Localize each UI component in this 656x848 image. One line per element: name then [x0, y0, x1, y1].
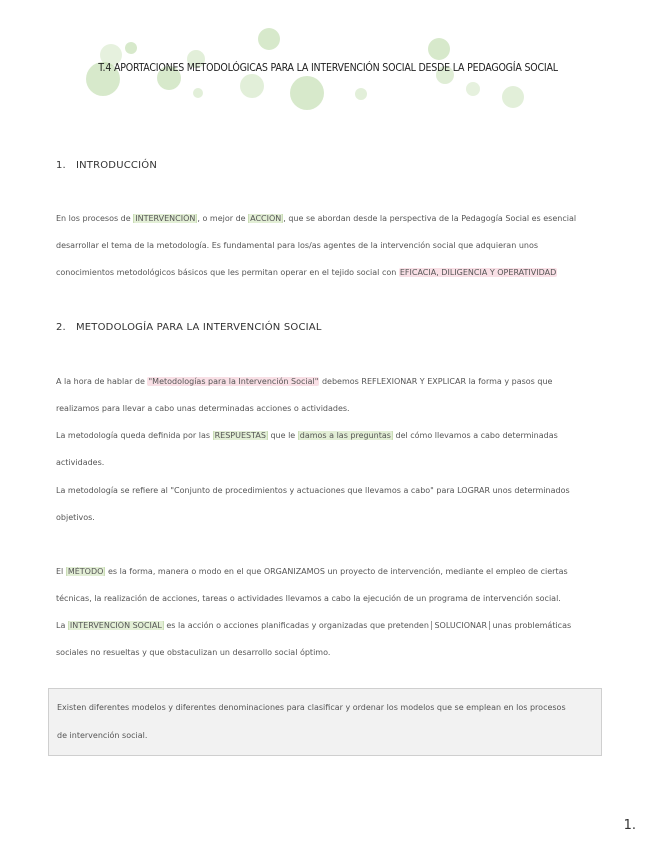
document-title: T.4 APORTACIONES METODOLÓGICAS PARA LA INTERVENCIÓN SOCIAL DESDE LA PEDAGOGÍA SOCIAL	[98, 62, 558, 74]
highlight: ACCIÓN	[250, 214, 282, 223]
highlight: "Metodologías para la Intervención Social"	[148, 377, 319, 386]
callout-line: de intervención social.	[57, 731, 589, 740]
paragraph-line: desarrollar el tema de la metodología. Es fundamental para los/as agentes de la intervención social que adquieran unos	[56, 241, 584, 250]
callout-line: Existen diferentes modelos y diferentes denominaciones para clasificar y ordenar los modelos que se emplean en los procesos	[57, 703, 589, 712]
paragraph-line: sociales no resueltas y que obstaculizan un desarrollo social óptimo.	[56, 648, 584, 657]
highlight: MÉTODO	[67, 567, 104, 576]
paragraph-line: actividades.	[56, 458, 584, 467]
section-heading-metodologia	[56, 322, 322, 333]
paragraph-line: En los procesos de INTERVENCIÓN , o mejor de ACCIÓN , que se abordan desde la perspectiva de la Pedagogía Social es esencial	[56, 214, 584, 223]
section-heading-introduccion	[56, 160, 157, 171]
boxed-term: SOLUCIONAR	[431, 621, 490, 630]
paragraph-line: técnicas, la realización de acciones, tareas o actividades llevamos a cabo la ejecución de un programa de intervención social.	[56, 594, 584, 603]
paragraph-line: realizamos para llevar a cabo unas determinadas acciones o actividades.	[56, 404, 584, 413]
section-number: 1.	[56, 160, 66, 171]
highlight: RESPUESTAS	[214, 431, 266, 440]
highlight: EFICACIA, DILIGENCIA Y OPERATIVIDAD	[399, 268, 557, 277]
paragraph-line: La metodología se refiere al "Conjunto de procedimientos y actuaciones que llevamos a cabo" para LOGRAR unos determinados	[56, 486, 584, 495]
paragraph-line: El MÉTODO es la forma, manera o modo en el que ORGANIZAMOS un proyecto de intervención, mediante el empleo de ciertas	[56, 567, 584, 576]
highlight: damos a las preguntas	[299, 431, 391, 440]
paragraph-line: objetivos.	[56, 513, 584, 522]
paragraph-line: La metodología queda definida por las RESPUESTAS que le damos a las preguntas del cómo llevamos a cabo determinadas	[56, 431, 584, 440]
paragraph-line: conocimientos metodológicos básicos que les permitan operar en el tejido social con EFICACIA, DILIGENCIA Y OPERATIVIDAD	[56, 268, 584, 277]
paragraph-line: La INTERVENCIÓN SOCIAL es la acción o acciones planificadas y organizadas que pretenden SOLUCIONAR unas problemáticas	[56, 621, 584, 630]
callout-box	[48, 688, 602, 756]
section-number: 2.	[56, 322, 66, 333]
section-title: INTRODUCCIÓN	[75, 160, 157, 171]
highlight: INTERVENCIÓN SOCIAL	[69, 621, 162, 630]
paragraph-line: A la hora de hablar de "Metodologías para la Intervención Social" debemos REFLEXIONAR Y EXPLICAR la forma y pasos que	[56, 377, 584, 386]
page-number: 1.	[623, 818, 636, 833]
section-title: METODOLOGÍA PARA LA INTERVENCIÓN SOCIAL	[75, 322, 322, 333]
highlight: INTERVENCIÓN	[135, 214, 196, 223]
